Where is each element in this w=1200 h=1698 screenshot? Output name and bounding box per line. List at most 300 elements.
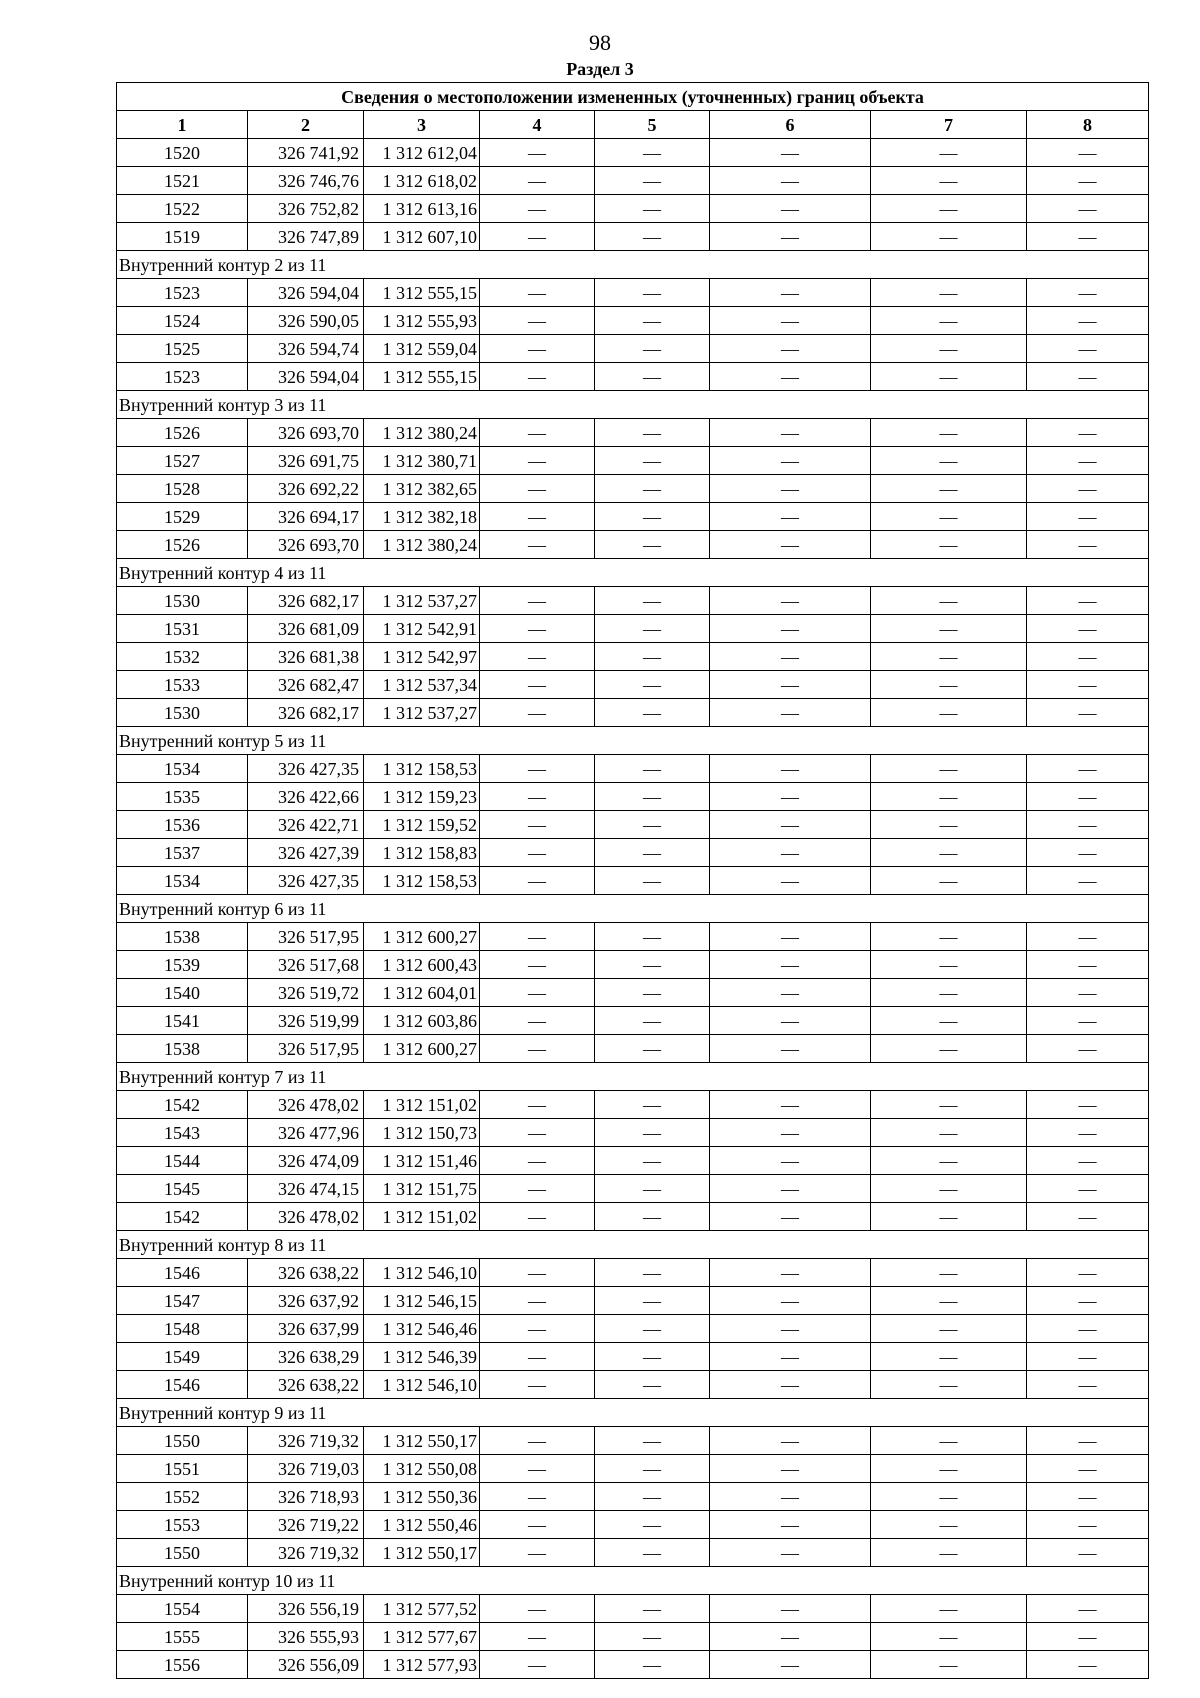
y-coordinate-cell: 1 312 550,17 (364, 1539, 480, 1567)
empty-cell-col-4: — (480, 671, 595, 699)
table-row (117, 615, 1149, 643)
table-row (117, 1175, 1149, 1203)
y-coordinate-cell: 1 312 380,71 (364, 447, 480, 475)
y-coordinate-cell: 1 312 555,15 (364, 363, 480, 391)
y-coordinate-cell: 1 312 151,02 (364, 1091, 480, 1119)
empty-cell-col-6: — (710, 139, 871, 167)
empty-cell-col-4: — (480, 643, 595, 671)
empty-cell-col-7: — (871, 167, 1027, 195)
y-coordinate-cell: 1 312 151,02 (364, 1203, 480, 1231)
x-coordinate-cell: 326 741,92 (248, 139, 364, 167)
empty-cell-col-7: — (871, 419, 1027, 447)
empty-cell-col-6: — (710, 839, 871, 867)
empty-cell-col-7: — (871, 1623, 1027, 1651)
empty-cell-col-6: — (710, 1203, 871, 1231)
empty-cell-col-8: — (1027, 503, 1149, 531)
empty-cell-col-4: — (480, 1091, 595, 1119)
empty-cell-col-8: — (1027, 363, 1149, 391)
empty-cell-col-4: — (480, 419, 595, 447)
table-row (117, 643, 1149, 671)
x-coordinate-cell: 326 517,95 (248, 1035, 364, 1063)
empty-cell-col-4: — (480, 307, 595, 335)
table-row (117, 1287, 1149, 1315)
table-row (117, 699, 1149, 727)
x-coordinate-cell: 326 478,02 (248, 1091, 364, 1119)
point-number-cell: 1555 (117, 1623, 248, 1651)
table-row (117, 1539, 1149, 1567)
empty-cell-col-4: — (480, 1455, 595, 1483)
x-coordinate-cell: 326 747,89 (248, 223, 364, 251)
y-coordinate-cell: 1 312 380,24 (364, 419, 480, 447)
point-number-cell: 1523 (117, 363, 248, 391)
contour-label: Внутренний контур 10 из 11 (117, 1567, 1149, 1595)
table-row (117, 1483, 1149, 1511)
contour-header-row (117, 1063, 1149, 1091)
empty-cell-col-6: — (710, 783, 871, 811)
column-header-1: 1 (117, 111, 248, 139)
empty-cell-col-6: — (710, 1175, 871, 1203)
empty-cell-col-4: — (480, 615, 595, 643)
empty-cell-col-4: — (480, 951, 595, 979)
point-number-cell: 1546 (117, 1371, 248, 1399)
table-row (117, 1091, 1149, 1119)
empty-cell-col-5: — (595, 1651, 710, 1679)
point-number-cell: 1545 (117, 1175, 248, 1203)
x-coordinate-cell: 326 719,03 (248, 1455, 364, 1483)
empty-cell-col-5: — (595, 643, 710, 671)
empty-cell-col-6: — (710, 531, 871, 559)
empty-cell-col-4: — (480, 1427, 595, 1455)
point-number-cell: 1533 (117, 671, 248, 699)
table-row (117, 1371, 1149, 1399)
empty-cell-col-7: — (871, 1147, 1027, 1175)
y-coordinate-cell: 1 312 546,46 (364, 1315, 480, 1343)
point-number-cell: 1542 (117, 1091, 248, 1119)
table-row (117, 139, 1149, 167)
x-coordinate-cell: 326 637,92 (248, 1287, 364, 1315)
empty-cell-col-4: — (480, 699, 595, 727)
empty-cell-col-7: — (871, 139, 1027, 167)
empty-cell-col-6: — (710, 1371, 871, 1399)
x-coordinate-cell: 326 693,70 (248, 531, 364, 559)
column-header-7: 7 (871, 111, 1027, 139)
empty-cell-col-8: — (1027, 1175, 1149, 1203)
contour-header-row (117, 1567, 1149, 1595)
x-coordinate-cell: 326 477,96 (248, 1119, 364, 1147)
table-row (117, 335, 1149, 363)
x-coordinate-cell: 326 594,04 (248, 279, 364, 307)
empty-cell-col-8: — (1027, 811, 1149, 839)
empty-cell-col-5: — (595, 1091, 710, 1119)
empty-cell-col-8: — (1027, 951, 1149, 979)
empty-cell-col-5: — (595, 167, 710, 195)
empty-cell-col-4: — (480, 531, 595, 559)
empty-cell-col-5: — (595, 195, 710, 223)
empty-cell-col-8: — (1027, 699, 1149, 727)
empty-cell-col-8: — (1027, 979, 1149, 1007)
column-header-6: 6 (710, 111, 871, 139)
table-row (117, 419, 1149, 447)
table-caption: Сведения о местоположении измененных (уточненных) границ объекта (117, 83, 1149, 111)
y-coordinate-cell: 1 312 537,27 (364, 699, 480, 727)
empty-cell-col-4: — (480, 223, 595, 251)
table-row (117, 811, 1149, 839)
empty-cell-col-4: — (480, 1315, 595, 1343)
column-header-4: 4 (480, 111, 595, 139)
empty-cell-col-8: — (1027, 1371, 1149, 1399)
y-coordinate-cell: 1 312 380,24 (364, 531, 480, 559)
empty-cell-col-7: — (871, 1175, 1027, 1203)
empty-cell-col-8: — (1027, 1483, 1149, 1511)
contour-header-row (117, 559, 1149, 587)
empty-cell-col-7: — (871, 335, 1027, 363)
empty-cell-col-4: — (480, 335, 595, 363)
empty-cell-col-8: — (1027, 167, 1149, 195)
x-coordinate-cell: 326 519,99 (248, 1007, 364, 1035)
empty-cell-col-4: — (480, 979, 595, 1007)
empty-cell-col-8: — (1027, 531, 1149, 559)
point-number-cell: 1550 (117, 1427, 248, 1455)
empty-cell-col-8: — (1027, 1259, 1149, 1287)
empty-cell-col-6: — (710, 419, 871, 447)
table-row (117, 867, 1149, 895)
empty-cell-col-5: — (595, 587, 710, 615)
x-coordinate-cell: 326 474,09 (248, 1147, 364, 1175)
empty-cell-col-8: — (1027, 447, 1149, 475)
empty-cell-col-7: — (871, 951, 1027, 979)
empty-cell-col-7: — (871, 1119, 1027, 1147)
empty-cell-col-8: — (1027, 867, 1149, 895)
empty-cell-col-5: — (595, 1007, 710, 1035)
y-coordinate-cell: 1 312 537,27 (364, 587, 480, 615)
y-coordinate-cell: 1 312 600,27 (364, 1035, 480, 1063)
x-coordinate-cell: 326 638,22 (248, 1259, 364, 1287)
empty-cell-col-5: — (595, 1315, 710, 1343)
empty-cell-col-7: — (871, 643, 1027, 671)
point-number-cell: 1525 (117, 335, 248, 363)
empty-cell-col-5: — (595, 503, 710, 531)
x-coordinate-cell: 326 682,17 (248, 699, 364, 727)
point-number-cell: 1534 (117, 755, 248, 783)
empty-cell-col-8: — (1027, 1091, 1149, 1119)
empty-cell-col-7: — (871, 1007, 1027, 1035)
empty-cell-col-4: — (480, 1539, 595, 1567)
empty-cell-col-8: — (1027, 195, 1149, 223)
point-number-cell: 1530 (117, 587, 248, 615)
point-number-cell: 1528 (117, 475, 248, 503)
boundary-coordinates-table (116, 82, 1149, 1679)
empty-cell-col-7: — (871, 783, 1027, 811)
contour-header-row (117, 251, 1149, 279)
table-row (117, 923, 1149, 951)
x-coordinate-cell: 326 519,72 (248, 979, 364, 1007)
empty-cell-col-8: — (1027, 1203, 1149, 1231)
empty-cell-col-7: — (871, 1035, 1027, 1063)
point-number-cell: 1538 (117, 1035, 248, 1063)
table-row (117, 1119, 1149, 1147)
empty-cell-col-8: — (1027, 279, 1149, 307)
empty-cell-col-8: — (1027, 475, 1149, 503)
empty-cell-col-6: — (710, 951, 871, 979)
table-row (117, 503, 1149, 531)
x-coordinate-cell: 326 682,47 (248, 671, 364, 699)
empty-cell-col-5: — (595, 1455, 710, 1483)
empty-cell-col-7: — (871, 811, 1027, 839)
empty-cell-col-8: — (1027, 1427, 1149, 1455)
column-header-2: 2 (248, 111, 364, 139)
y-coordinate-cell: 1 312 550,46 (364, 1511, 480, 1539)
contour-header-row (117, 727, 1149, 755)
empty-cell-col-4: — (480, 447, 595, 475)
empty-cell-col-4: — (480, 1175, 595, 1203)
x-coordinate-cell: 326 693,70 (248, 419, 364, 447)
table-row (117, 167, 1149, 195)
empty-cell-col-5: — (595, 671, 710, 699)
y-coordinate-cell: 1 312 159,52 (364, 811, 480, 839)
point-number-cell: 1537 (117, 839, 248, 867)
y-coordinate-cell: 1 312 604,01 (364, 979, 480, 1007)
empty-cell-col-4: — (480, 1035, 595, 1063)
table-row (117, 307, 1149, 335)
y-coordinate-cell: 1 312 577,67 (364, 1623, 480, 1651)
x-coordinate-cell: 326 752,82 (248, 195, 364, 223)
contour-label: Внутренний контур 7 из 11 (117, 1063, 1149, 1091)
point-number-cell: 1527 (117, 447, 248, 475)
empty-cell-col-6: — (710, 1287, 871, 1315)
empty-cell-col-4: — (480, 279, 595, 307)
empty-cell-col-7: — (871, 1343, 1027, 1371)
x-coordinate-cell: 326 422,66 (248, 783, 364, 811)
empty-cell-col-6: — (710, 1091, 871, 1119)
y-coordinate-cell: 1 312 613,16 (364, 195, 480, 223)
empty-cell-col-5: — (595, 755, 710, 783)
empty-cell-col-8: — (1027, 1623, 1149, 1651)
contour-label: Внутренний контур 6 из 11 (117, 895, 1149, 923)
empty-cell-col-6: — (710, 1427, 871, 1455)
empty-cell-col-4: — (480, 755, 595, 783)
empty-cell-col-8: — (1027, 139, 1149, 167)
empty-cell-col-5: — (595, 307, 710, 335)
empty-cell-col-4: — (480, 1511, 595, 1539)
y-coordinate-cell: 1 312 559,04 (364, 335, 480, 363)
empty-cell-col-6: — (710, 1147, 871, 1175)
empty-cell-col-6: — (710, 643, 871, 671)
empty-cell-col-5: — (595, 783, 710, 811)
y-coordinate-cell: 1 312 151,46 (364, 1147, 480, 1175)
empty-cell-col-5: — (595, 1483, 710, 1511)
point-number-cell: 1554 (117, 1595, 248, 1623)
empty-cell-col-5: — (595, 923, 710, 951)
table-row (117, 755, 1149, 783)
empty-cell-col-7: — (871, 1483, 1027, 1511)
point-number-cell: 1534 (117, 867, 248, 895)
point-number-cell: 1540 (117, 979, 248, 1007)
empty-cell-col-6: — (710, 923, 871, 951)
table-row (117, 1595, 1149, 1623)
empty-cell-col-5: — (595, 1175, 710, 1203)
empty-cell-col-4: — (480, 503, 595, 531)
empty-cell-col-6: — (710, 1455, 871, 1483)
empty-cell-col-8: — (1027, 615, 1149, 643)
table-row (117, 223, 1149, 251)
point-number-cell: 1552 (117, 1483, 248, 1511)
contour-label: Внутренний контур 5 из 11 (117, 727, 1149, 755)
empty-cell-col-5: — (595, 1203, 710, 1231)
empty-cell-col-7: — (871, 475, 1027, 503)
point-number-cell: 1521 (117, 167, 248, 195)
y-coordinate-cell: 1 312 550,36 (364, 1483, 480, 1511)
table-row (117, 1147, 1149, 1175)
empty-cell-col-6: — (710, 615, 871, 643)
point-number-cell: 1520 (117, 139, 248, 167)
empty-cell-col-5: — (595, 811, 710, 839)
empty-cell-col-5: — (595, 1119, 710, 1147)
empty-cell-col-5: — (595, 979, 710, 1007)
table-body (117, 139, 1149, 1679)
empty-cell-col-5: — (595, 223, 710, 251)
point-number-cell: 1542 (117, 1203, 248, 1231)
x-coordinate-cell: 326 594,04 (248, 363, 364, 391)
x-coordinate-cell: 326 594,74 (248, 335, 364, 363)
empty-cell-col-5: — (595, 279, 710, 307)
y-coordinate-cell: 1 312 542,97 (364, 643, 480, 671)
empty-cell-col-4: — (480, 839, 595, 867)
empty-cell-col-5: — (595, 139, 710, 167)
empty-cell-col-5: — (595, 1539, 710, 1567)
empty-cell-col-6: — (710, 1595, 871, 1623)
point-number-cell: 1536 (117, 811, 248, 839)
table-row (117, 1455, 1149, 1483)
y-coordinate-cell: 1 312 537,34 (364, 671, 480, 699)
empty-cell-col-6: — (710, 1007, 871, 1035)
x-coordinate-cell: 326 746,76 (248, 167, 364, 195)
column-header-5: 5 (595, 111, 710, 139)
y-coordinate-cell: 1 312 550,17 (364, 1427, 480, 1455)
contour-header-row (117, 895, 1149, 923)
empty-cell-col-4: — (480, 475, 595, 503)
empty-cell-col-5: — (595, 475, 710, 503)
table-row (117, 839, 1149, 867)
empty-cell-col-8: — (1027, 1511, 1149, 1539)
empty-cell-col-6: — (710, 1539, 871, 1567)
table-row (117, 1511, 1149, 1539)
x-coordinate-cell: 326 637,99 (248, 1315, 364, 1343)
x-coordinate-cell: 326 427,35 (248, 755, 364, 783)
y-coordinate-cell: 1 312 158,53 (364, 755, 480, 783)
empty-cell-col-4: — (480, 1595, 595, 1623)
contour-header-row (117, 1399, 1149, 1427)
empty-cell-col-8: — (1027, 1595, 1149, 1623)
x-coordinate-cell: 326 681,09 (248, 615, 364, 643)
y-coordinate-cell: 1 312 546,10 (364, 1371, 480, 1399)
empty-cell-col-4: — (480, 1007, 595, 1035)
empty-cell-col-8: — (1027, 1651, 1149, 1679)
point-number-cell: 1549 (117, 1343, 248, 1371)
y-coordinate-cell: 1 312 382,18 (364, 503, 480, 531)
empty-cell-col-4: — (480, 1483, 595, 1511)
point-number-cell: 1535 (117, 783, 248, 811)
empty-cell-col-6: — (710, 307, 871, 335)
point-number-cell: 1548 (117, 1315, 248, 1343)
table-row (117, 195, 1149, 223)
empty-cell-col-7: — (871, 1455, 1027, 1483)
empty-cell-col-5: — (595, 531, 710, 559)
point-number-cell: 1550 (117, 1539, 248, 1567)
empty-cell-col-8: — (1027, 1287, 1149, 1315)
point-number-cell: 1538 (117, 923, 248, 951)
empty-cell-col-5: — (595, 1623, 710, 1651)
y-coordinate-cell: 1 312 612,04 (364, 139, 480, 167)
empty-cell-col-7: — (871, 307, 1027, 335)
table-row (117, 671, 1149, 699)
empty-cell-col-6: — (710, 1483, 871, 1511)
x-coordinate-cell: 326 718,93 (248, 1483, 364, 1511)
empty-cell-col-7: — (871, 671, 1027, 699)
point-number-cell: 1519 (117, 223, 248, 251)
table-row (117, 1623, 1149, 1651)
empty-cell-col-4: — (480, 1203, 595, 1231)
x-coordinate-cell: 326 719,32 (248, 1539, 364, 1567)
empty-cell-col-7: — (871, 1091, 1027, 1119)
point-number-cell: 1529 (117, 503, 248, 531)
point-number-cell: 1551 (117, 1455, 248, 1483)
empty-cell-col-4: — (480, 811, 595, 839)
empty-cell-col-6: — (710, 1651, 871, 1679)
contour-label: Внутренний контур 8 из 11 (117, 1231, 1149, 1259)
empty-cell-col-7: — (871, 1427, 1027, 1455)
y-coordinate-cell: 1 312 382,65 (364, 475, 480, 503)
empty-cell-col-8: — (1027, 755, 1149, 783)
point-number-cell: 1544 (117, 1147, 248, 1175)
table-row (117, 1315, 1149, 1343)
empty-cell-col-7: — (871, 839, 1027, 867)
empty-cell-col-7: — (871, 531, 1027, 559)
x-coordinate-cell: 326 427,39 (248, 839, 364, 867)
empty-cell-col-5: — (595, 615, 710, 643)
empty-cell-col-7: — (871, 699, 1027, 727)
empty-cell-col-6: — (710, 1315, 871, 1343)
table-row (117, 363, 1149, 391)
empty-cell-col-5: — (595, 951, 710, 979)
x-coordinate-cell: 326 719,32 (248, 1427, 364, 1455)
empty-cell-col-6: — (710, 811, 871, 839)
empty-cell-col-8: — (1027, 1539, 1149, 1567)
empty-cell-col-8: — (1027, 839, 1149, 867)
empty-cell-col-8: — (1027, 1035, 1149, 1063)
empty-cell-col-4: — (480, 139, 595, 167)
empty-cell-col-6: — (710, 1035, 871, 1063)
empty-cell-col-6: — (710, 335, 871, 363)
empty-cell-col-7: — (871, 1511, 1027, 1539)
x-coordinate-cell: 326 556,19 (248, 1595, 364, 1623)
y-coordinate-cell: 1 312 607,10 (364, 223, 480, 251)
empty-cell-col-7: — (871, 1539, 1027, 1567)
empty-cell-col-6: — (710, 867, 871, 895)
x-coordinate-cell: 326 691,75 (248, 447, 364, 475)
empty-cell-col-4: — (480, 1343, 595, 1371)
table-row (117, 279, 1149, 307)
empty-cell-col-8: — (1027, 223, 1149, 251)
x-coordinate-cell: 326 719,22 (248, 1511, 364, 1539)
empty-cell-col-7: — (871, 363, 1027, 391)
column-header-8: 8 (1027, 111, 1149, 139)
table-row (117, 1343, 1149, 1371)
x-coordinate-cell: 326 478,02 (248, 1203, 364, 1231)
point-number-cell: 1539 (117, 951, 248, 979)
empty-cell-col-6: — (710, 167, 871, 195)
empty-cell-col-4: — (480, 167, 595, 195)
empty-cell-col-4: — (480, 1119, 595, 1147)
